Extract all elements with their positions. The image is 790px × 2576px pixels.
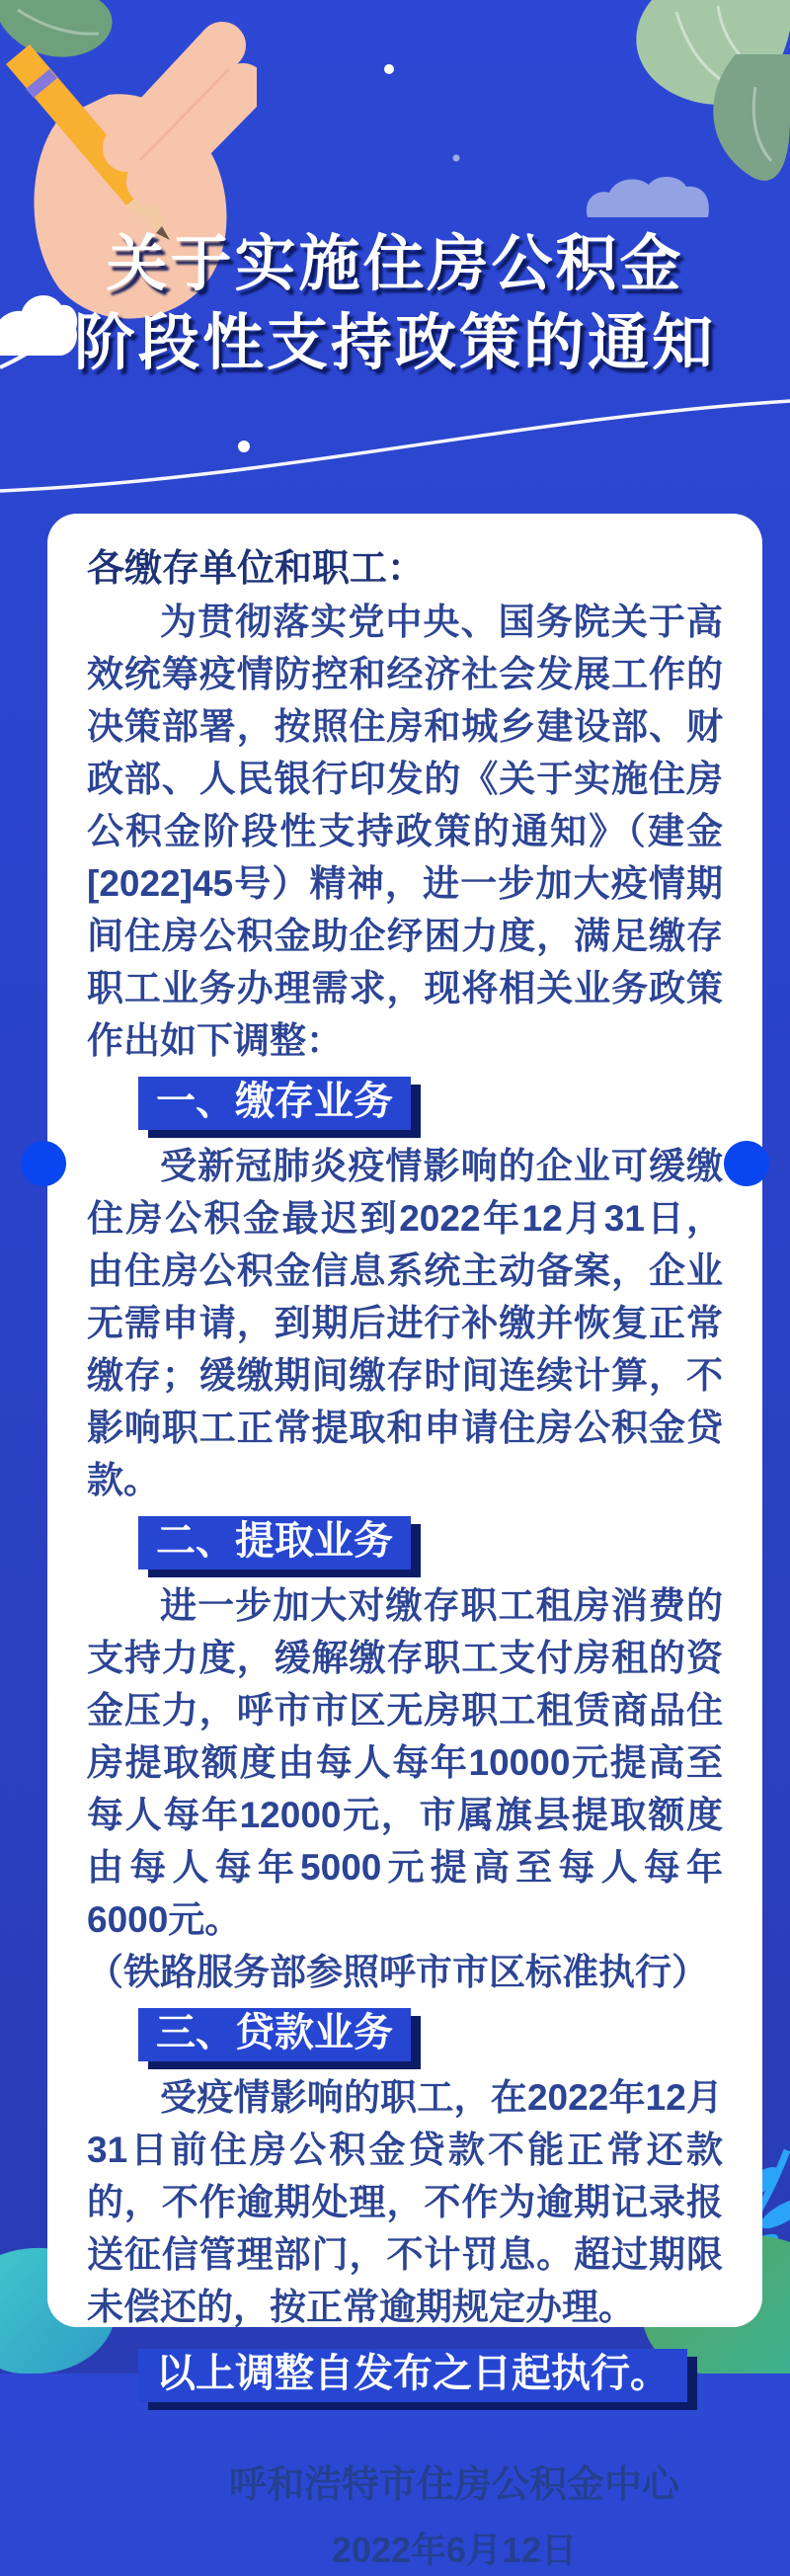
sparkle-dot (384, 64, 394, 74)
title-line-1: 关于实施住房公积金 (106, 230, 684, 298)
salutation: 各缴存单位和职工： (87, 548, 426, 590)
notch-dot-left (21, 1141, 66, 1186)
notch-dot-right (724, 1141, 769, 1186)
issue-date: 2022年6月12日 (331, 2530, 578, 2570)
cloud-icon (578, 173, 716, 218)
section-heading-withdrawal: 二、提取业务 (138, 1516, 411, 1570)
section-body-deposit: 受新冠肺炎疫情影响的企业可缓缴住房公积金最迟到2022年12月31日，由住房公积金信息系统主动备案，企业无需申请，到期后进行补缴并恢复正常缴存；缓缴期间缴存时间连续计算，不影响职工正常提取和申请住房公积金贷款。 (87, 1146, 723, 1500)
section-heading-loan: 三、贷款业务 (138, 2008, 411, 2061)
notice-card (47, 514, 762, 2570)
sparkle-dot (453, 155, 460, 162)
section-heading-deposit: 一、缴存业务 (138, 1077, 411, 1130)
signature-block (87, 2459, 723, 2576)
effective-note-badge: 以上调整自发布之日起执行。 (138, 2349, 687, 2402)
section-note-withdrawal: （铁路服务部参照呼市市区标准执行） (87, 1952, 708, 1992)
issuer-name: 呼和浩特市住房公积金中心 (228, 2464, 679, 2506)
intro-paragraph: 为贯彻落实党中央、国务院关于高效统筹疫情防控和经济社会发展工作的决策部署，按照住房和城乡建设部、财政部、人民银行印发的《关于实施住房公积金阶段性支持政策的通知》（建金[2022]45号）精神，进一步加大疫情期间住房公积金助企纾困力度，满足缴存职工业务办理需求，现将相关业务政策作出如下调整： (87, 602, 723, 1061)
section-body-withdrawal: 进一步加大对缴存职工租房消费的支持力度，缓解缴存职工支付房租的资金压力，呼市市区无房职工租赁商品住房提取额度由每人每年10000元提高至每人每年12000元，市属旗县提取额度由每人每年5000元提高至每人每年6000元。 (87, 1585, 723, 1940)
leaf-cluster-icon (607, 0, 790, 183)
page-title (0, 225, 790, 383)
title-line-2: 阶段性支持政策的通知 (73, 309, 716, 377)
sparkle-dot (238, 441, 250, 452)
section-body-loan: 受疫情影响的职工，在2022年12月31日前住房公积金贷款不能正常还款的，不作逾期处理，不作为逾期记录报送征信管理部门，不计罚息。超过期限未偿还的，按正常逾期规定办理。 (87, 2077, 723, 2327)
